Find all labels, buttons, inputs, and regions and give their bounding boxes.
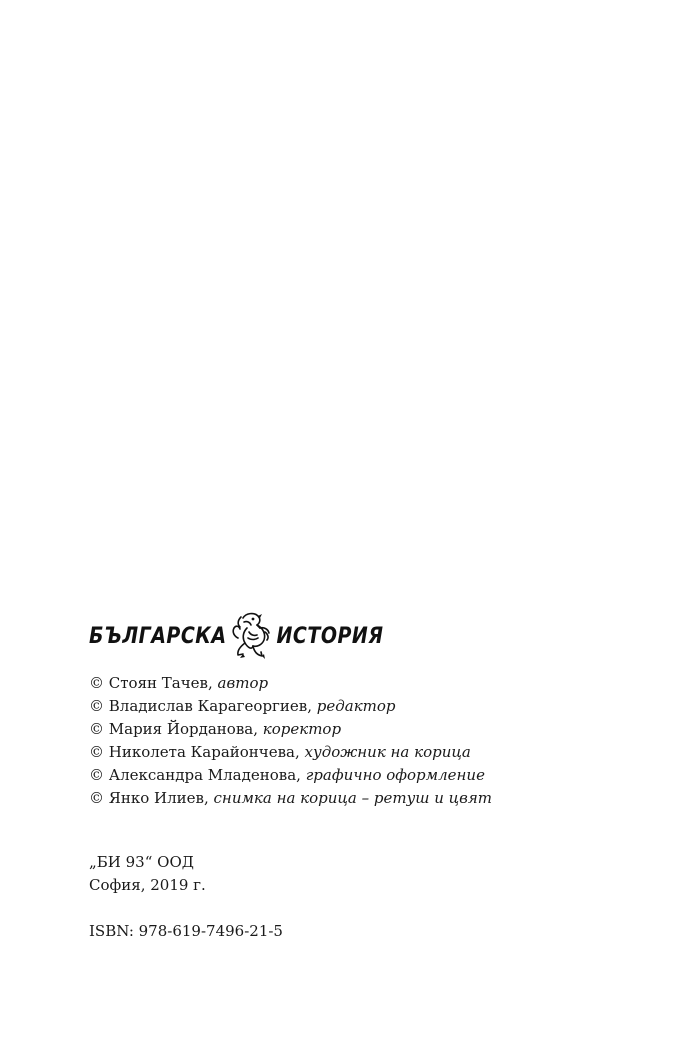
credits-list xyxy=(89,672,492,810)
credit-role: автор xyxy=(217,674,269,692)
credit-line: © Янко Илиев, снимка на корица – ретуш и цвят xyxy=(89,789,493,807)
publisher-logo xyxy=(89,606,383,666)
credit-role: коректор xyxy=(262,720,342,738)
credit-name: © Янко Илиев xyxy=(89,789,204,807)
logo-word-right: ИСТОРИЯ xyxy=(276,623,384,649)
credit-name: © Николета Карайончева xyxy=(89,743,295,761)
credit-role: графично оформление xyxy=(305,766,485,784)
credit-line: © Николета Карайончева, художник на корица xyxy=(89,743,471,761)
credit-name: © Стоян Тачев xyxy=(89,674,208,692)
credit-line: © Владислав Карагеоргиев, редактор xyxy=(89,697,396,715)
rampant-lion-icon xyxy=(229,608,275,664)
credit-name: © Владислав Карагеоргиев xyxy=(89,697,308,715)
credit-name: © Александра Младенова xyxy=(89,766,297,784)
credit-role: редактор xyxy=(316,697,396,715)
credit-line: © Мария Йорданова, коректор xyxy=(89,720,342,738)
credit-line: © Стоян Тачев, автор xyxy=(89,674,269,692)
credit-name: © Мария Йорданова xyxy=(89,720,254,738)
logo-word-left: БЪЛГАРСКА xyxy=(89,623,227,649)
credit-role: художник на корица xyxy=(304,743,471,761)
credit-role: снимка на корица – ретуш и цвят xyxy=(213,789,493,807)
isbn-number: ISBN: 978-619-7496-21-5 xyxy=(89,922,283,940)
publisher-block xyxy=(89,851,206,897)
publisher-name: „БИ 93“ ООД xyxy=(89,853,194,871)
credit-line: © Александра Младенова, графично оформление xyxy=(89,766,485,784)
publisher-city-year: София, 2019 г. xyxy=(89,876,206,894)
